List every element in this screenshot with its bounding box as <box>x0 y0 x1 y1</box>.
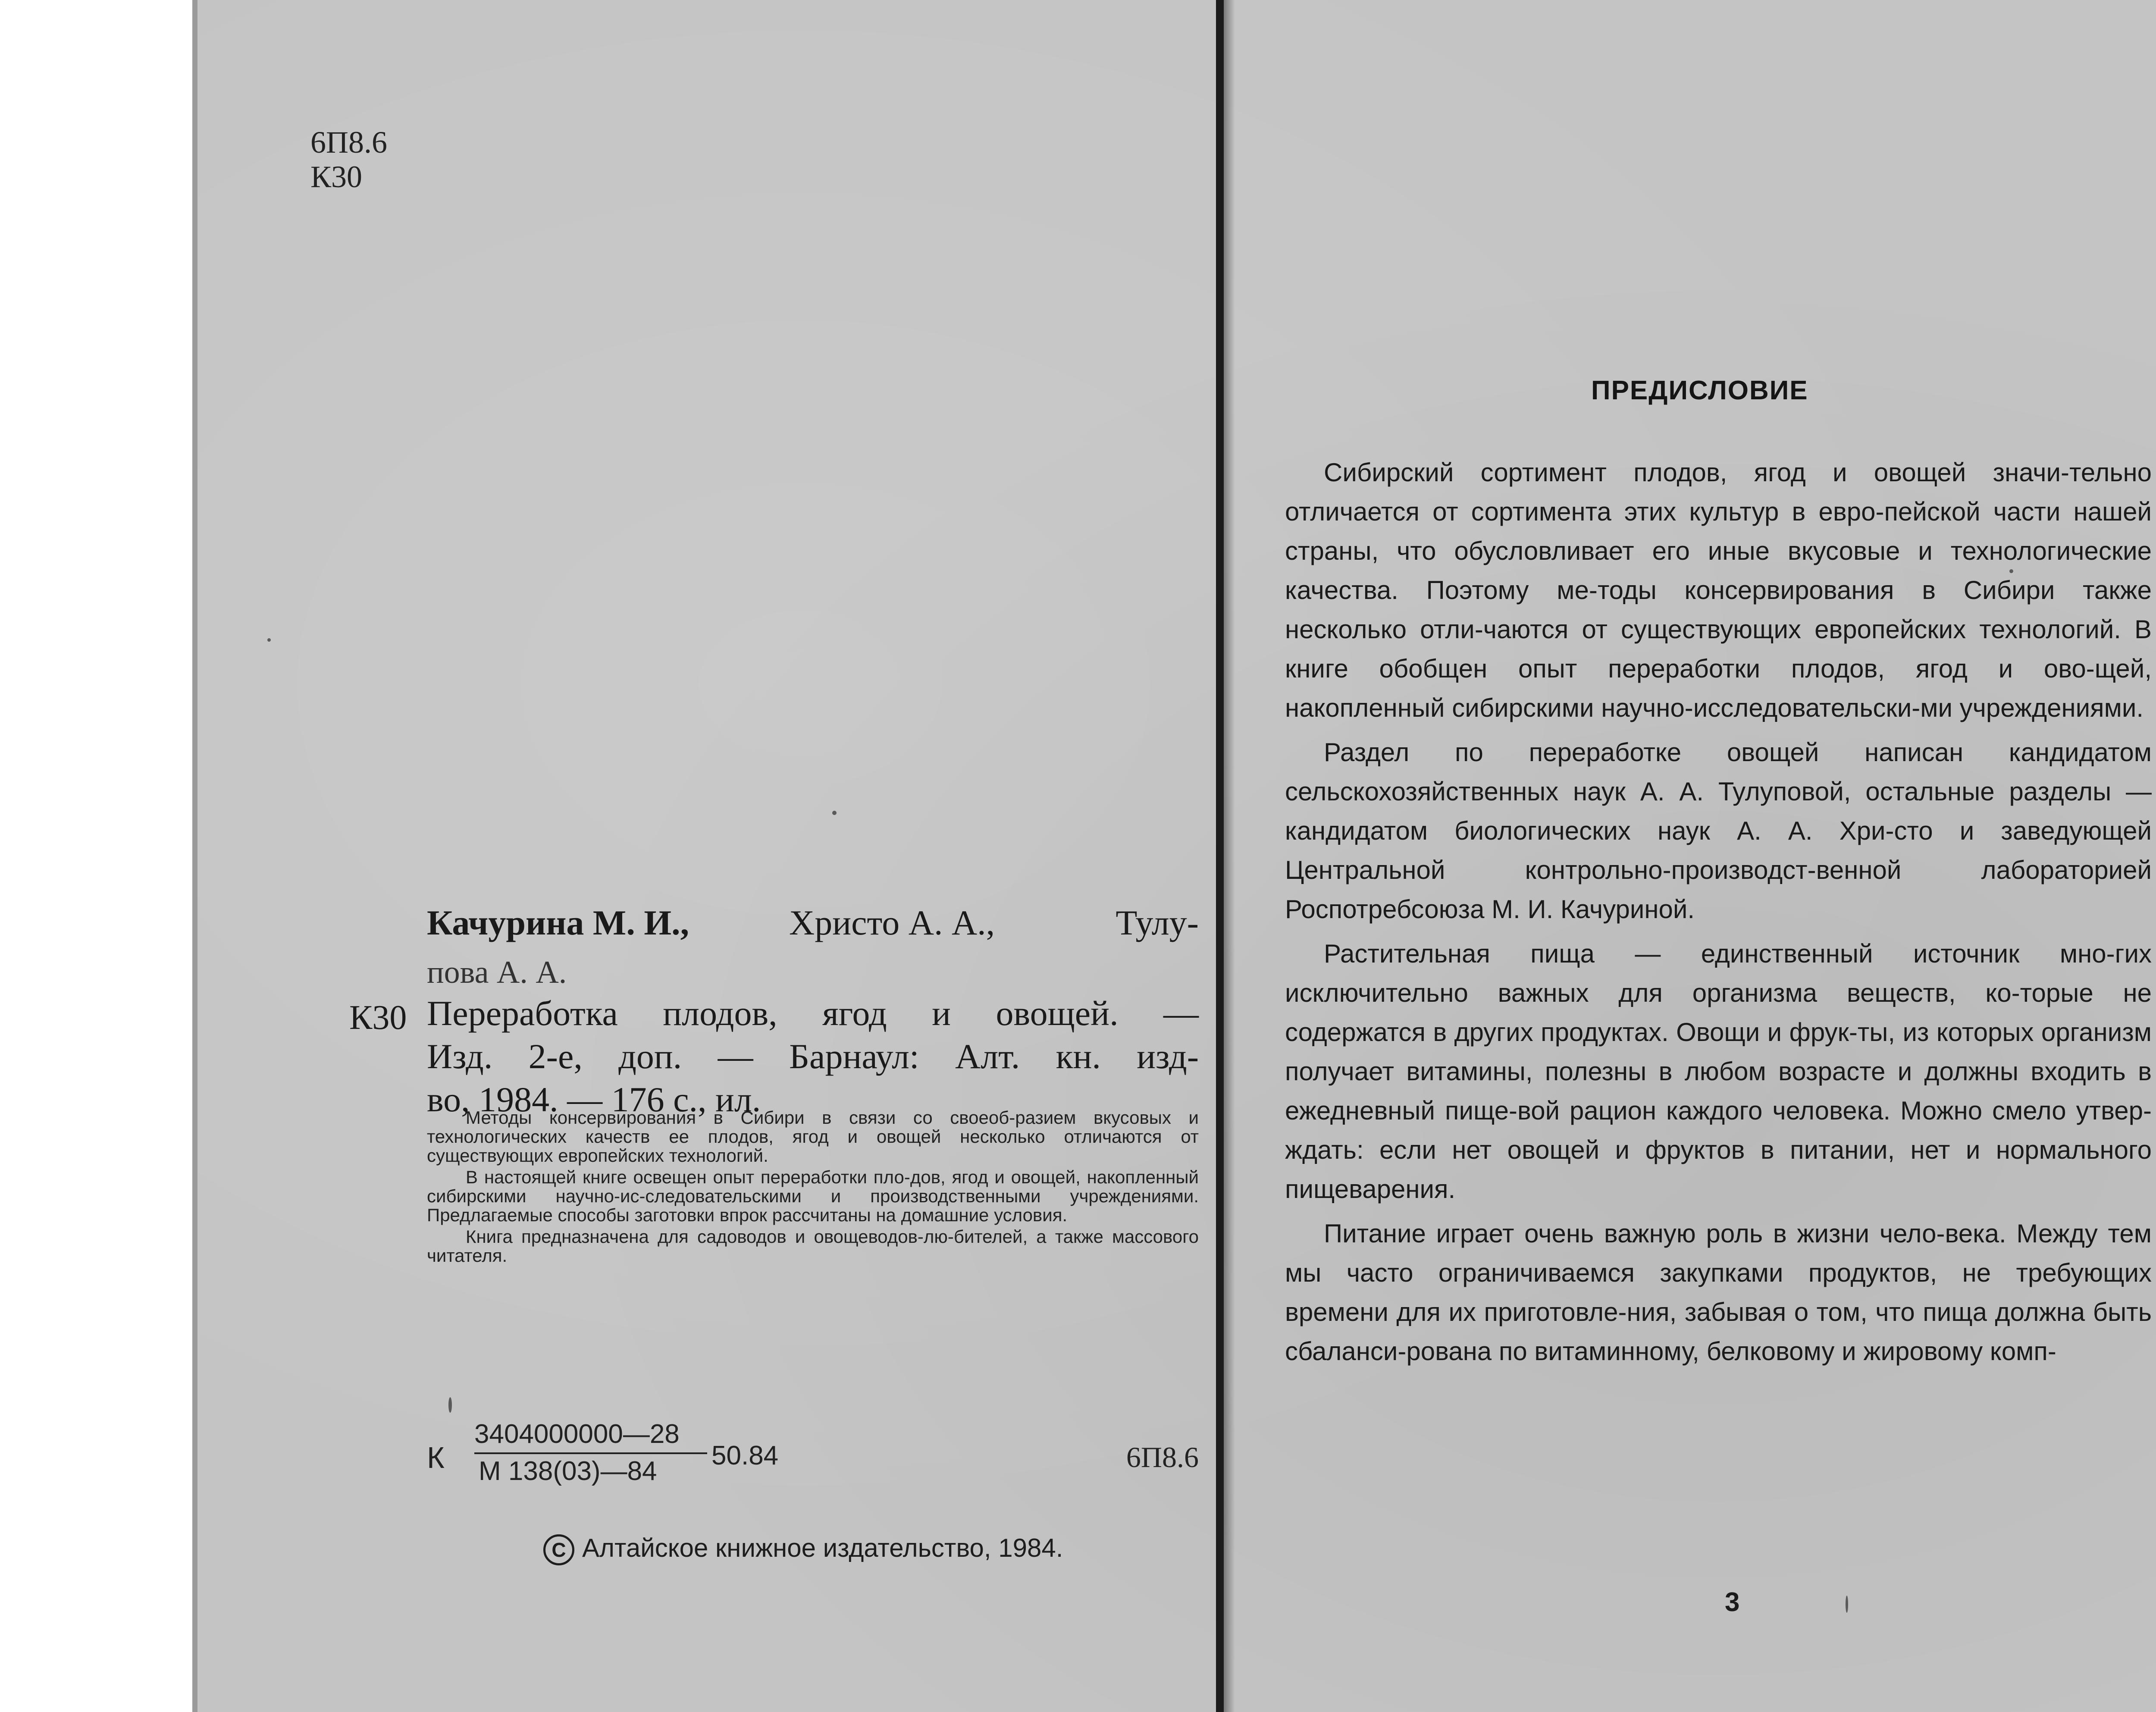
bibliographic-code <box>427 1419 1199 1488</box>
bib-letter: К <box>427 1441 445 1474</box>
preface-paragraph: Сибирский сортимент плодов, ягод и овощей значи-тельно отличается от сортимента этих культур в евро-пейской части нашей страны, что обусловливает его иные вкусовые и технологические качества. Поэтому ме-тоды консервирования в Сибири также несколько отли-чаются от существующих европейских технологий. В книге обобщен опыт переработки плодов, ягод и ово-щей, накопленный сибирскими научно-исследовательски-ми учреждениями. <box>1285 458 2152 722</box>
copyright-icon: C <box>543 1534 574 1565</box>
title-line: Переработка плодов, ягод и овощей. — <box>427 994 1199 1033</box>
bib-bbk: 6П8.6 <box>1126 1441 1199 1474</box>
print-speck <box>1846 1596 1848 1613</box>
author-khristo: Христо А. А., <box>789 903 995 942</box>
index-mark: К30 <box>349 999 407 1037</box>
preface-paragraph: Питание играет очень важную роль в жизни чело-века. Между тем мы часто ограничиваемся закупками продуктов, не требующих времени для их приготовле-ния, забывая о том, что пища должна быть сбаланси-рована по витаминному, белковому и жировому комп- <box>1285 1219 2152 1366</box>
annotation-paragraph: В настоящей книге освещен опыт переработки пло-дов, ягод и овощей, накопленный сибирскими научно-ис-следовательскими и производственными учреждениями. Предлагаемые способы заготовки впрок рассчитаны на домашние условия. <box>427 1167 1199 1225</box>
page-left-edge <box>192 0 197 1712</box>
bbk-code: 6П8.6 <box>310 125 387 160</box>
annotation <box>427 1108 1199 1268</box>
copyright-text: Алтайское книжное издательство, 1984. <box>582 1533 1063 1562</box>
print-speck <box>2009 569 2013 573</box>
annotation-paragraph: Книга предназначена для садоводов и овощеводов-лю-бителей, а также массового читателя. <box>427 1226 1199 1266</box>
fraction-line <box>474 1452 707 1454</box>
print-speck <box>448 1397 452 1413</box>
copyright-line <box>543 1533 1063 1565</box>
author-tulupova-end: пова А. А. <box>427 955 567 990</box>
book-title-block <box>427 992 1199 1121</box>
preface-body <box>1285 453 2152 1371</box>
author-kachurina: Качурина М. И., <box>427 903 689 942</box>
title-line: Изд. 2-е, доп. — Барнаул: Алт. кн. изд- <box>427 1037 1199 1076</box>
preface-heading: ПРЕДИСЛОВИЕ <box>1591 376 1808 405</box>
author-tulupova-start: Тулу- <box>1116 903 1199 942</box>
book-gutter <box>1216 0 1224 1712</box>
authors-line <box>427 901 1199 944</box>
bib-numerator: 3404000000—28 <box>474 1419 680 1449</box>
page-number: 3 <box>1725 1587 1740 1617</box>
bib-code: 50.84 <box>711 1441 779 1471</box>
library-codes <box>310 125 387 194</box>
annotation-paragraph: Методы консервирования в Сибири в связи со своеоб-разием вкусовых и технологических качеств ее плодов, ягод и овощей несколько отличаются от существующих европейских технологий. <box>427 1107 1199 1166</box>
gutter-shadow <box>1224 0 1235 1712</box>
bib-denominator: М 138(03)—84 <box>479 1456 657 1486</box>
title-line: во, 1984. — 176 с., ил. <box>427 1080 761 1119</box>
print-speck <box>267 638 271 642</box>
author-mark: К30 <box>310 160 363 194</box>
preface-paragraph: Раздел по переработке овощей написан кандидатом сельскохозяйственных наук А. А. Тулуповой, остальные разделы — кандидатом биологических наук А. А. Хри-сто и заведующей Центральной контрольно-производст-венной лабораторией Роспотребсоюза М. И. Качуриной. <box>1285 738 2152 924</box>
print-speck <box>832 811 837 815</box>
preface-paragraph: Растительная пища — единственный источник мно-гих исключительно важных для организма веществ, ко-торые не содержатся в других продуктах. Овощи и фрук-ты, из которых организм получает витамины, полезны в любом возрасте и должны входить в ежедневный пище-вой рацион каждого человека. Можно смело утвер-ждать: если нет овощей и фруктов в питании, нет и нормального пищеварения. <box>1285 939 2152 1204</box>
